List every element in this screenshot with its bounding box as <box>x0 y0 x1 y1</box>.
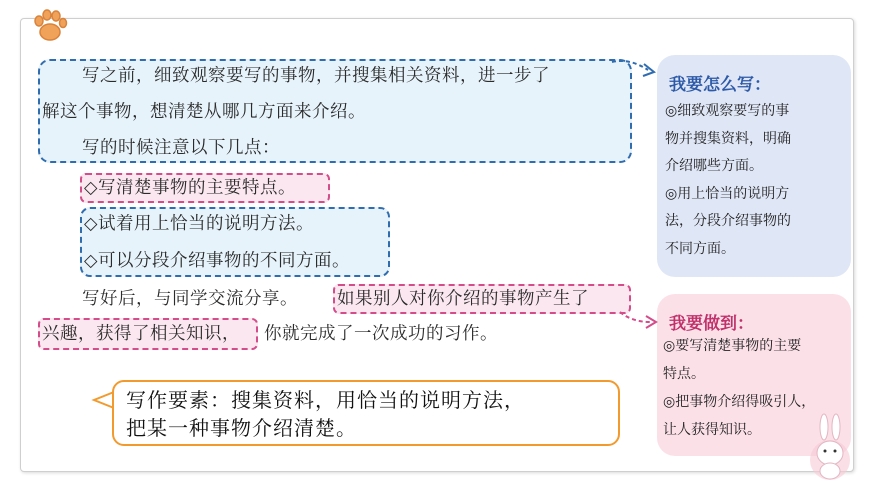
callout-line-1: 写作要素：搜集资料，用恰当的说明方法， <box>126 388 525 412</box>
goal-line-2: 特点。 <box>663 366 705 382</box>
passage-line-2: 解这个事物，想清楚从哪几方面来介绍。 <box>42 102 366 122</box>
point-1: ◇写清楚事物的主要特点。 <box>84 178 296 198</box>
goal-line-3: ◎把事物介绍得吸引人， <box>663 394 816 410</box>
goal-title: 我要做到： <box>669 314 754 334</box>
how-line-6: 不同方面。 <box>665 241 735 257</box>
callout-line-2: 把某一种事物介绍清楚。 <box>126 416 357 440</box>
how-line-3: 介绍哪些方面。 <box>665 158 763 174</box>
goal-line-1: ◎要写清楚事物的主要 <box>663 338 802 354</box>
passage-line-8b: 你就完成了一次成功的习作。 <box>264 324 498 344</box>
passage-line-8a: 兴趣，获得了相关知识， <box>42 324 240 344</box>
passage-line-1: 写之前，细致观察要写的事物，并搜集相关资料，进一步了 <box>82 66 550 86</box>
how-line-2: 物并搜集资料，明确 <box>665 131 791 147</box>
passage-line-7a: 写好后，与同学交流分享。 <box>82 289 298 309</box>
paw-icon <box>30 6 70 46</box>
how-line-5: 法，分段介绍事物的 <box>665 213 791 229</box>
point-2: ◇试着用上恰当的说明方法。 <box>84 214 314 234</box>
point-3: ◇可以分段介绍事物的不同方面。 <box>84 251 350 271</box>
how-line-4: ◎用上恰当的说明方 <box>665 186 790 202</box>
bunny-icon <box>800 405 860 485</box>
passage-line-3: 写的时候注意以下几点： <box>82 138 280 158</box>
how-to-write-title: 我要怎么写： <box>669 75 771 95</box>
how-line-1: ◎细致观察要写的事 <box>665 103 790 119</box>
passage-line-7b: 如果别人对你介绍的事物产生了 <box>337 289 589 309</box>
goal-line-4: 让人获得知识。 <box>663 422 761 438</box>
